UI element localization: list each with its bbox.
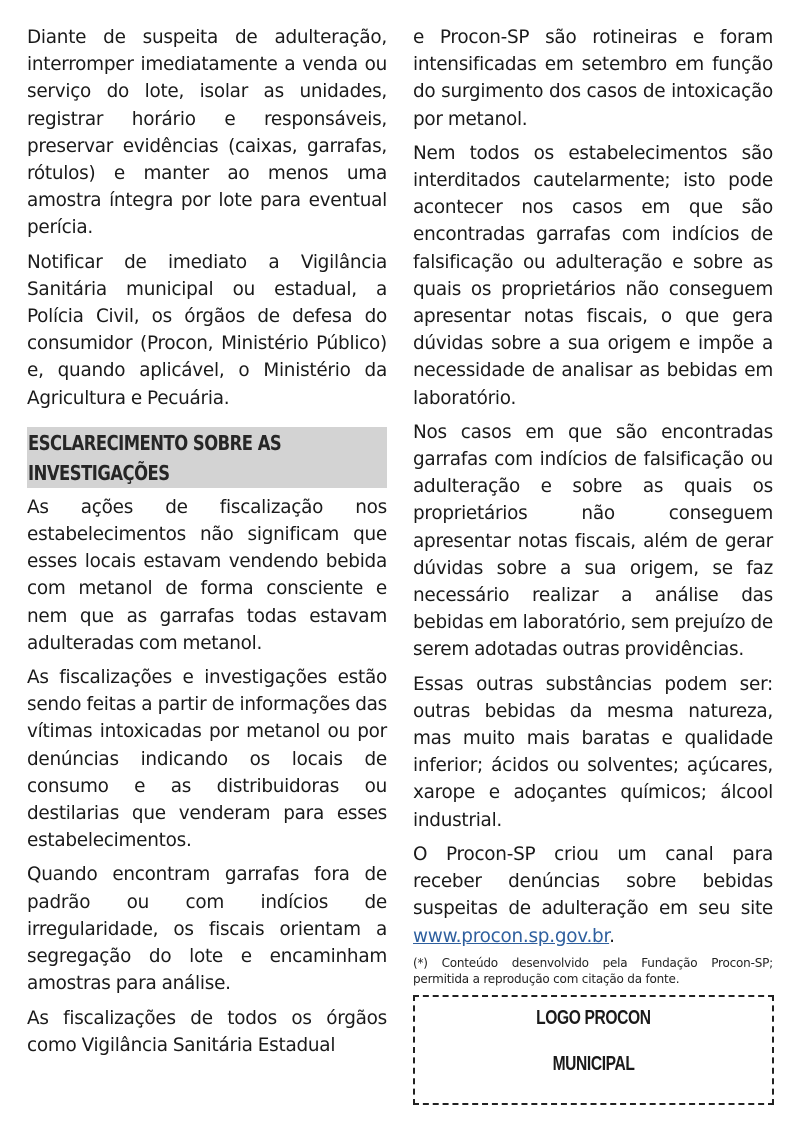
paragraph-analise-laboratorio: Nos casos em que são encontradas garrafas com indícios de falsificação ou adulteração e sobre as quais os proprietários não conseguem apresentar notas fiscais, além de gerar dúvidas sobre a sua origem, se faz necessário realizar a análise das bebidas em laboratório, sem prejuízo de serem adotadas outras providências. bbox=[413, 421, 773, 661]
paragraph-suspeita-adulteracao: Diante de suspeita de adulteração, interromper imediatamente a venda ou serviço do lote, isolar as unidades, registrar horário e responsáveis, preservar evidências (caixas, garrafas, rótulos) e manter ao menos uma amostra íntegra por lote para eventual perícia. bbox=[27, 27, 387, 239]
paragraph-procon-rotineiras: e Procon-SP são rotineiras e foram intensificadas em setembro em função do surgimento dos casos de intoxicação por metanol. bbox=[413, 27, 773, 130]
paragraph-notificar: Notificar de imediato a Vigilância Sanitária municipal ou estadual, a Polícia Civil, os órgãos de defesa do consumidor (Procon, Ministério Público) e, quando aplicável, o Ministério da Agricultura e Pecuária. bbox=[27, 251, 387, 409]
procon-site-link[interactable]: www.procon.sp.gov.br bbox=[413, 925, 610, 947]
right-column bbox=[413, 24, 773, 987]
closing-text: O Procon-SP criou um canal para receber denúncias sobre bebidas suspeitas de adulteração em seu site bbox=[413, 843, 773, 920]
paragraph-outras-substancias: Essas outras substâncias podem ser: outras bebidas da mesma natureza, mas muito mais baratas e qualidade inferior; ácidos ou solventes; açúcares, xarope e adoçantes químicos; álcool industrial. bbox=[413, 673, 773, 831]
section-heading bbox=[27, 427, 387, 488]
logo-placeholder-text-2: MUNICIPAL bbox=[552, 1053, 635, 1075]
logo-placeholder-line-2 bbox=[415, 1053, 772, 1076]
paragraph-acoes-fiscalizacao: As ações de fiscalização nos estabelecimentos não significam que esses locais estavam vendendo bebida com metanol de forma consciente e nem que as garrafas todas estavam adulteradas com metanol. bbox=[27, 496, 387, 654]
logo-placeholder-box bbox=[413, 995, 774, 1105]
section-heading-line-1: ESCLARECIMENTO SOBRE AS bbox=[28, 430, 282, 455]
paragraph-fiscalizacoes-investigacoes: As fiscalizações e investigações estão sendo feitas a partir de informações das vítimas intoxicadas por metanol ou por denúncias indicando os locais de consumo e as distribuidoras ou destilarias que venderam para esses estabelecimentos. bbox=[27, 667, 387, 852]
paragraph-canal-denuncias bbox=[413, 841, 773, 950]
logo-placeholder-text-1: LOGO PROCON bbox=[536, 1007, 651, 1029]
footnote: (*) Conteúdo desenvolvido pela Fundação Procon-SP; permitida a reprodução com citação da fonte. bbox=[413, 955, 773, 986]
logo-placeholder-line-1 bbox=[415, 1007, 772, 1030]
paragraph-fiscalizacoes-orgaos: As fiscalizações de todos os órgãos como Vigilância Sanitária Estadual bbox=[27, 1007, 387, 1056]
left-column bbox=[27, 24, 387, 1066]
paragraph-interdicao-cautelar: Nem todos os estabelecimentos são interditados cautelarmente; isto pode acontecer nos casos em que são encontradas garrafas com indícios de falsificação ou adulteração e sobre as quais os proprietários não conseguem apresentar notas fiscais, o que gera dúvidas sobre a sua origem e impõe a necessidade de analisar as bebidas em laboratório. bbox=[413, 142, 773, 409]
paragraph-garrafas-fora-padrao: Quando encontram garrafas fora de padrão ou com indícios de irregularidade, os fiscais orientam a segregação do lote e encaminham amostras para análise. bbox=[27, 864, 387, 995]
closing-period: . bbox=[609, 925, 615, 947]
section-heading-line-2: INVESTIGAÇÕES bbox=[28, 460, 170, 485]
